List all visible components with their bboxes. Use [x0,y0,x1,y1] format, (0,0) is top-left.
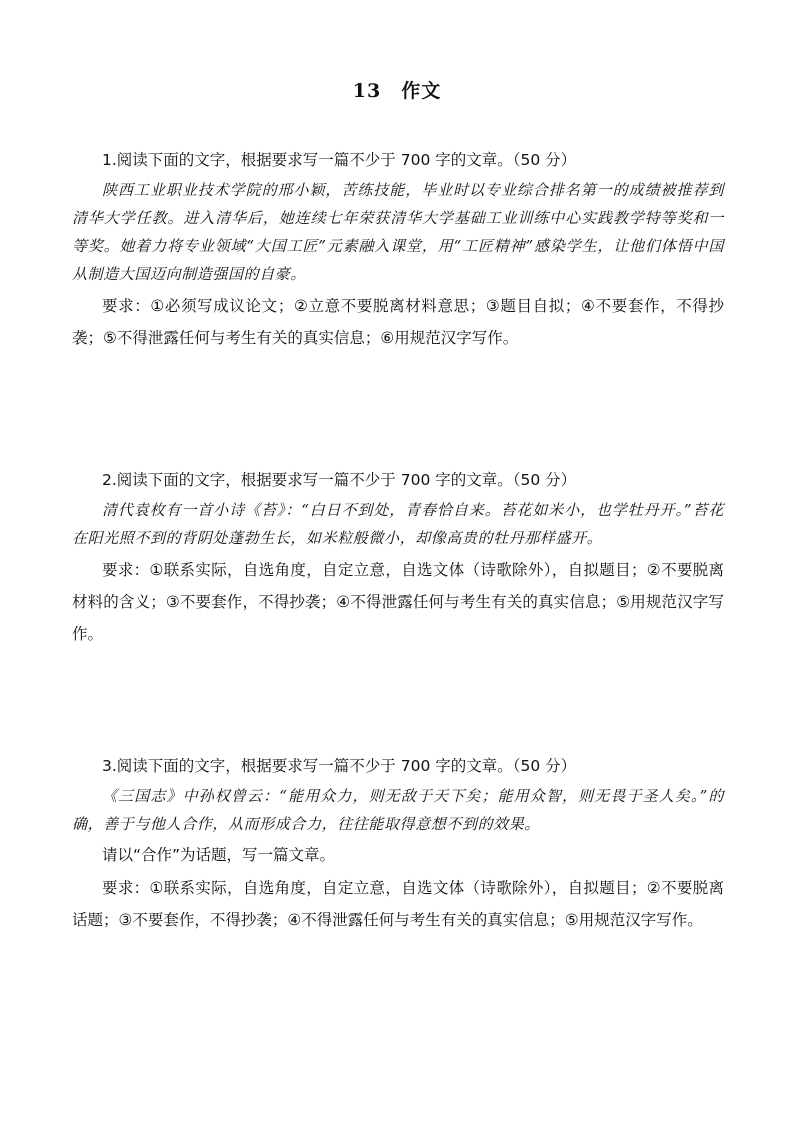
question-requirements: 要求：①必须写成议论文；②立意不要脱离材料意思；③题目自拟；④不要套作，不得抄袭；⑤不得泄露任何与考生有关的真实信息；⑥用规范汉字写作。 [72,297,724,347]
section-title: 作文 [401,80,442,102]
question-heading: 2.阅读下面的文字，根据要求写一篇不少于 700 字的文章。（50 分） [102,471,577,489]
question-material: 《三国志》中孙权曾云：“能用众力，则无敌于天下矣；能用众智，则无畏于圣人矣。”的确，善于与他人合作，从而形成合力，往往能取得意想不到的效果。 [72,787,724,833]
question-3 [72,752,724,936]
question-heading: 1.阅读下面的文字，根据要求写一篇不少于 700 字的文章。（50 分） [102,151,577,169]
question-requirements: 要求：①联系实际，自选角度，自定立意，自选文体（诗歌除外），自拟题目；②不要脱离话题；③不要套作，不得抄袭；④不得泄露任何与考生有关的真实信息；⑤用规范汉字写作。 [72,879,724,929]
question-material: 陕西工业职业技术学院的邢小颖，苦练技能，毕业时以专业综合排名第一的成绩被推荐到清华大学任教。进入清华后，她连续七年荣获清华大学基础工业训练中心实践教学特等奖和一等奖。她着力将专业领域“大国工匠”元素融入课堂，用“工匠精神”感染学生，让他们体悟中国从制造大国迈向制造强国的自豪。 [72,181,724,283]
question-material: 清代袁枚有一首小诗《苔》：“白日不到处，青春恰自来。苔花如米小，也学牡丹开。”苔花在阳光照不到的背阴处蓬勃生长，如米粒般微小，却像高贵的牡丹那样盛开。 [72,501,724,547]
question-prompt: 请以“合作”为话题，写一篇文章。 [102,846,336,864]
question-heading: 3.阅读下面的文字，根据要求写一篇不少于 700 字的文章。（50 分） [102,757,577,775]
question-1 [72,146,724,354]
page-title [0,76,794,103]
question-requirements: 要求：①联系实际，自选角度，自定立意，自选文体（诗歌除外），自拟题目；②不要脱离材料的含义；③不要套作，不得抄袭；④不得泄露任何与考生有关的真实信息；⑤用规范汉字写作。 [72,561,724,643]
question-2 [72,466,724,650]
section-number: 13 [352,80,382,102]
